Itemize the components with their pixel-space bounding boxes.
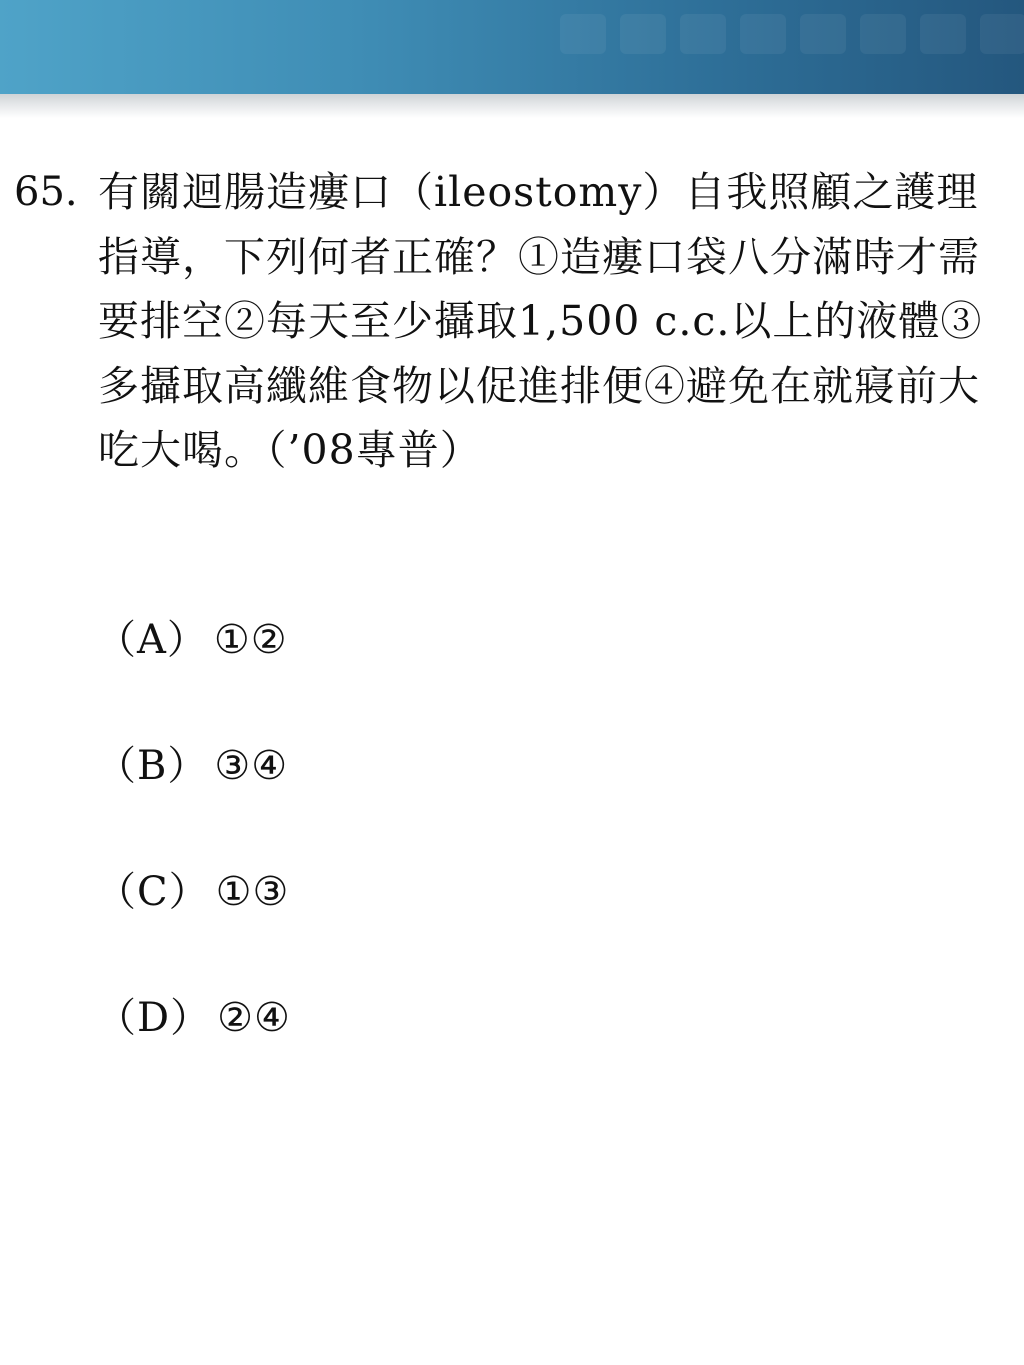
banner-decor-tile — [800, 14, 846, 54]
option-letter: （C） — [96, 869, 210, 915]
option-answer: ②④ — [217, 995, 291, 1041]
option-a[interactable] — [96, 608, 696, 734]
header-banner — [0, 0, 1024, 94]
option-c[interactable] — [96, 860, 696, 986]
banner-decor-tile — [740, 14, 786, 54]
option-answer: ①③ — [215, 869, 290, 915]
banner-decor-tile — [560, 14, 606, 54]
banner-decor-tile — [680, 14, 726, 54]
question-number: 65. — [14, 169, 78, 215]
banner-decor-tile — [920, 14, 966, 54]
option-answer: ③④ — [214, 743, 289, 789]
option-answer: ①② — [213, 617, 288, 663]
option-letter: （A） — [96, 617, 208, 663]
banner-decor-tile — [980, 14, 1024, 54]
option-d[interactable] — [96, 986, 696, 1112]
banner-decor-tile — [620, 14, 666, 54]
answer-options — [96, 608, 696, 1112]
banner-decor-tile — [860, 14, 906, 54]
header-shadow — [0, 94, 1024, 118]
option-letter: （B） — [96, 743, 209, 789]
option-letter: （D） — [96, 995, 212, 1041]
question-text: 有關迴腸造瘻口（ileostomy）自我照顧之護理指導，下列何者正確？①造瘻口袋八分滿時才需要排空②每天至少攝取1,500 c.c.以上的液體③多攝取高纖維食物以促進排便④避免在就寢前大吃大喝。（’08專普） — [98, 168, 983, 474]
option-b[interactable] — [96, 734, 696, 860]
